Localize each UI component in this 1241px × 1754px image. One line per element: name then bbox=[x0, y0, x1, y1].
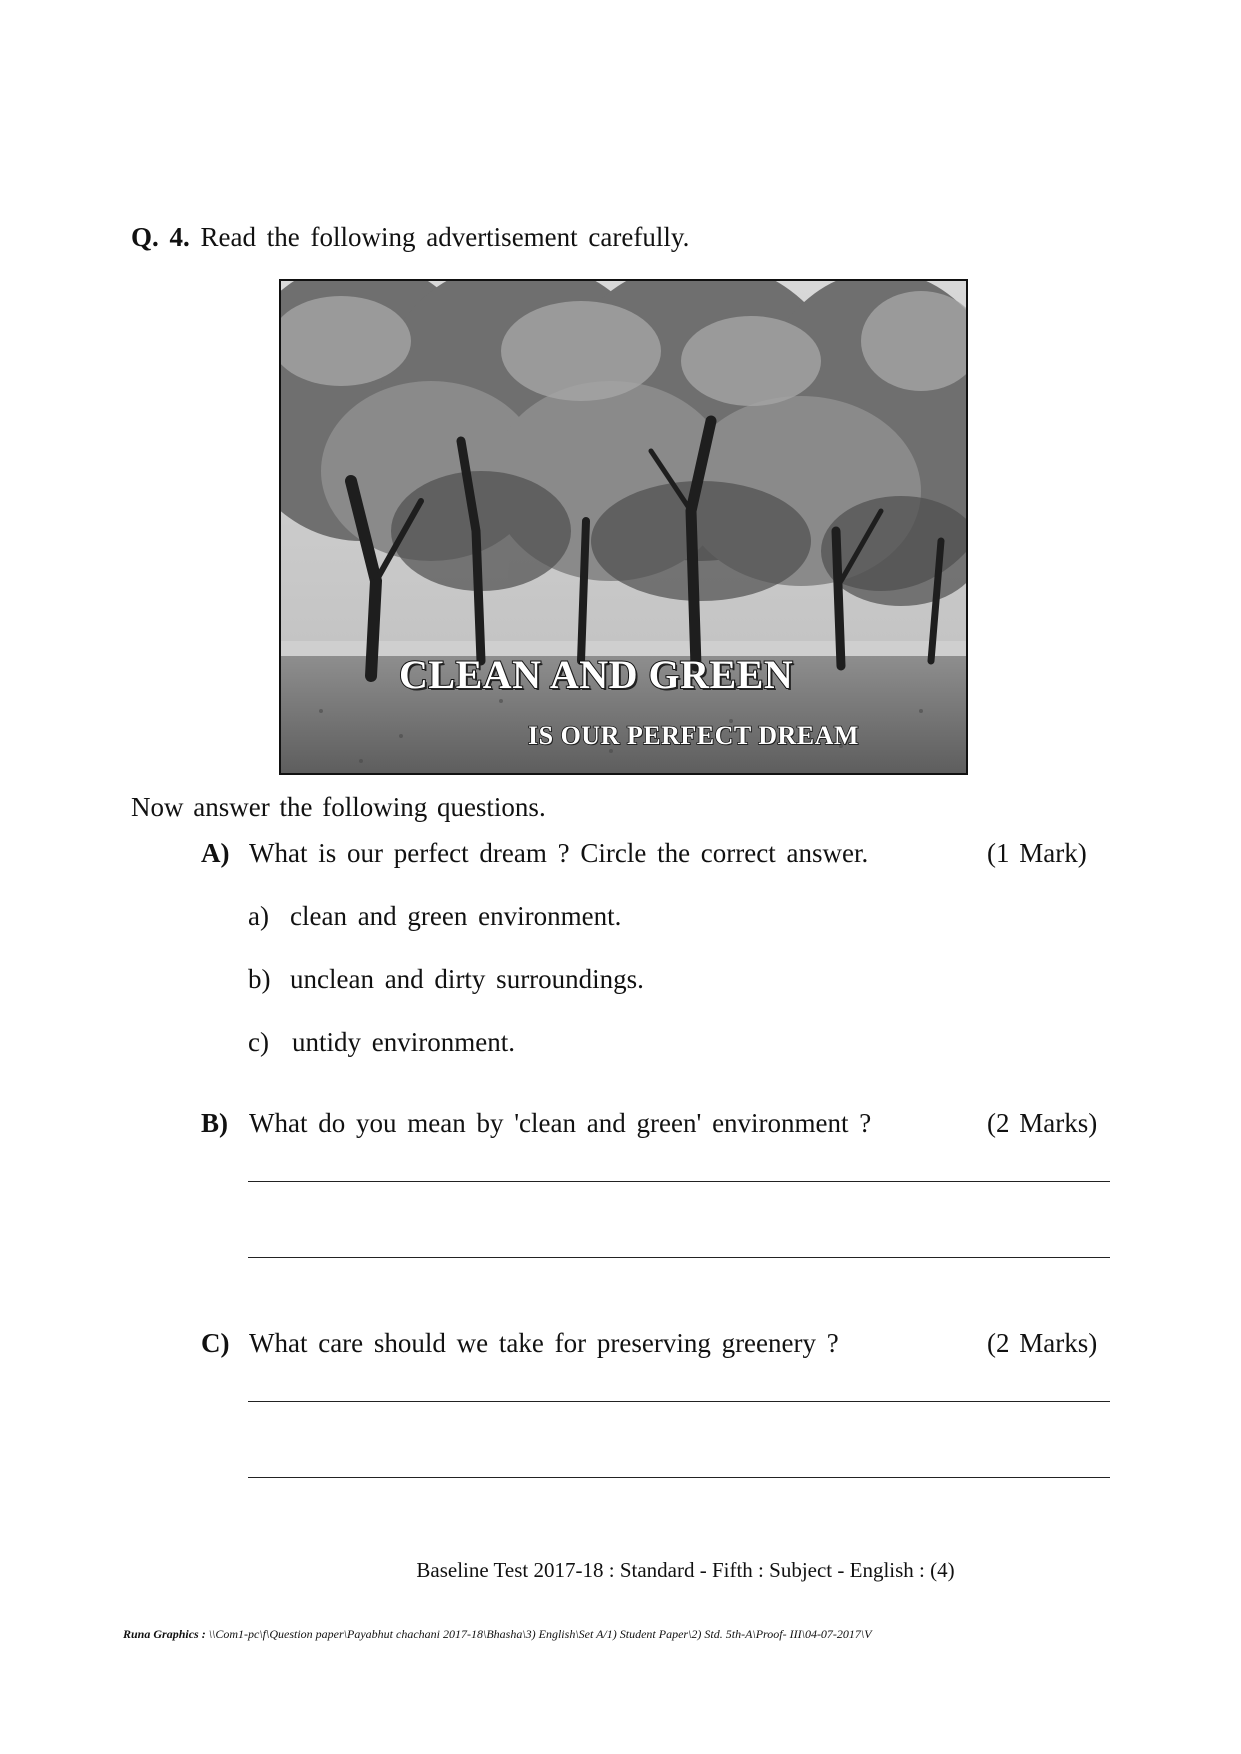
option-c-text: untidy environment. bbox=[292, 1027, 515, 1057]
part-c-question bbox=[201, 1328, 839, 1359]
part-b-text: What do you mean by 'clean and green' environment ? bbox=[249, 1108, 872, 1138]
forest-photo bbox=[281, 281, 966, 773]
answer-line[interactable] bbox=[248, 1477, 1110, 1478]
answer-line[interactable] bbox=[248, 1181, 1110, 1182]
part-c-marks: (2 Marks) bbox=[987, 1328, 1098, 1358]
part-a-question bbox=[201, 838, 868, 869]
instruction-text: Now answer the following questions. bbox=[131, 792, 546, 822]
option-b-label: b) bbox=[248, 964, 271, 994]
printer-path: \\Com1-pc\f\Question paper\Payabhut chachani 2017-18\Bhasha\3) English\Set A/1) Student Paper\2) Std. 5th-A\Proof- III\04-07-2017\V bbox=[208, 1627, 872, 1641]
part-c-text: What care should we take for preserving greenery ? bbox=[249, 1328, 839, 1358]
question-text: Read the following advertisement carefully. bbox=[200, 222, 690, 252]
part-a-marks: (1 Mark) bbox=[987, 838, 1087, 868]
part-c-label: C) bbox=[201, 1328, 230, 1358]
answer-line[interactable] bbox=[248, 1401, 1110, 1402]
answer-line[interactable] bbox=[248, 1257, 1110, 1258]
question-heading bbox=[131, 222, 689, 253]
option-a-text: clean and green environment. bbox=[290, 901, 622, 931]
advertisement-image bbox=[279, 279, 968, 775]
ad-headline: CLEAN AND GREEN bbox=[399, 652, 794, 697]
part-b-marks: (2 Marks) bbox=[987, 1108, 1098, 1138]
option-c bbox=[248, 1027, 515, 1058]
option-a-label: a) bbox=[248, 901, 269, 931]
printer-name: Runa Graphics : bbox=[123, 1627, 206, 1641]
part-b-label: B) bbox=[201, 1108, 228, 1138]
part-a-text: What is our perfect dream ? Circle the correct answer. bbox=[249, 838, 869, 868]
option-a bbox=[248, 901, 621, 932]
question-number: Q. 4. bbox=[131, 222, 190, 252]
printer-credit bbox=[123, 1627, 872, 1642]
option-c-label: c) bbox=[248, 1027, 269, 1057]
ad-tagline: IS OUR PERFECT DREAM bbox=[528, 721, 859, 750]
part-a-label: A) bbox=[201, 838, 230, 868]
page-footer: Baseline Test 2017-18 : Standard - Fifth : Subject - English : (4) bbox=[416, 1558, 955, 1582]
part-b-question bbox=[201, 1108, 871, 1139]
option-b bbox=[248, 964, 644, 995]
option-b-text: unclean and dirty surroundings. bbox=[290, 964, 644, 994]
